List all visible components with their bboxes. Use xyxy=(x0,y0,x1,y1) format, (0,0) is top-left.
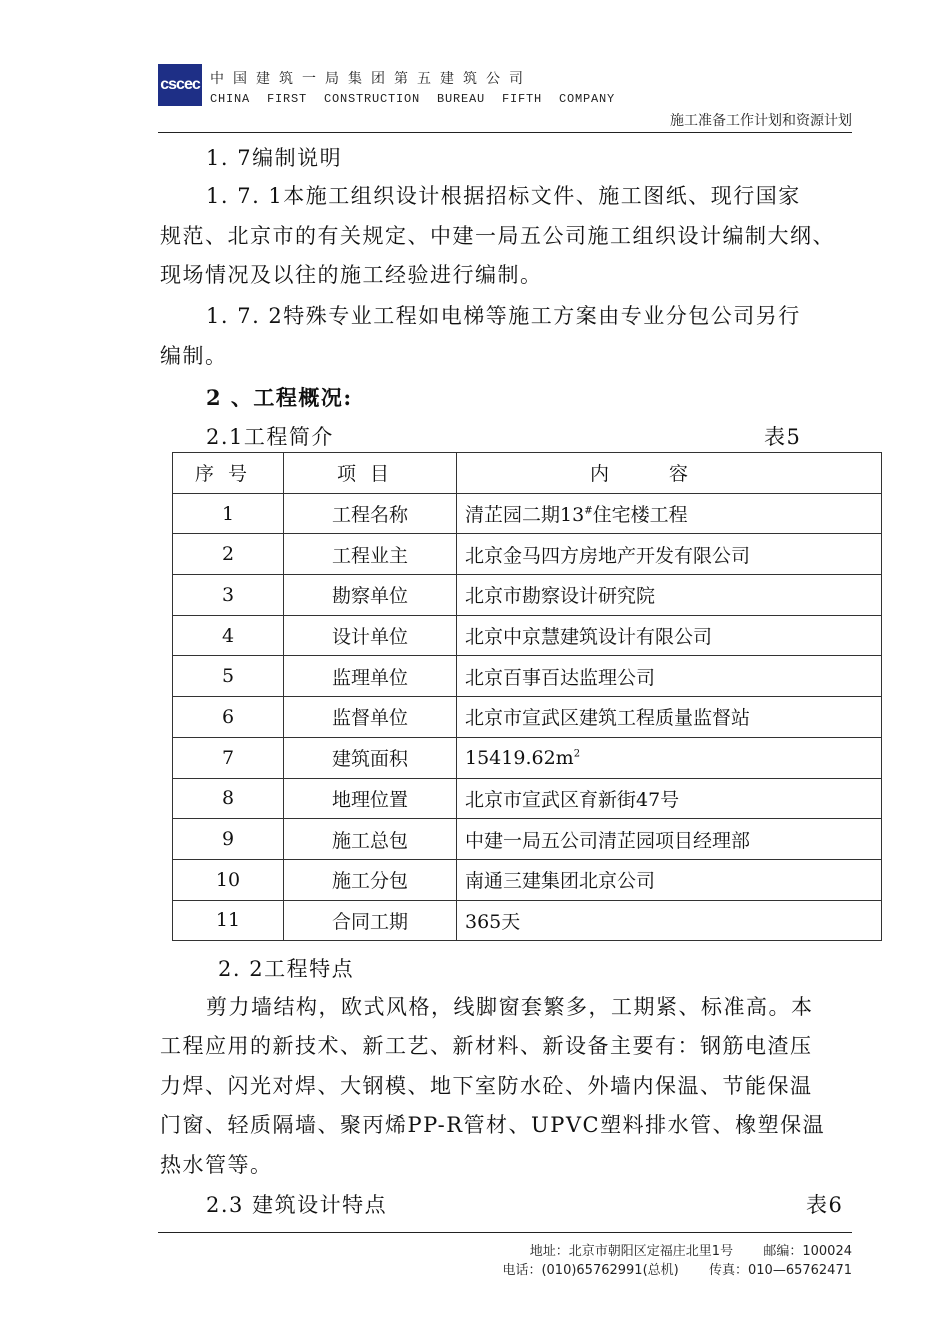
table-row xyxy=(173,697,882,738)
table-row xyxy=(173,534,882,575)
paragraph-line: 剪力墙结构，欧式风格，线脚窗套繁多，工期紧、标准高。本 xyxy=(206,995,814,1019)
row-number: 11 xyxy=(173,900,284,941)
header-divider xyxy=(158,132,852,133)
table-row xyxy=(173,493,882,534)
paragraph-line: 1. 7. 1本施工组织设计根据招标文件、施工图纸、现行国家 xyxy=(206,184,801,208)
row-number: 7 xyxy=(173,737,284,778)
table-row xyxy=(173,575,882,616)
table-row xyxy=(173,778,882,819)
row-content: $15419.62m^2$ xyxy=(457,737,882,778)
paragraph-line: 现场情况及以往的施工经验进行编制。 xyxy=(160,263,543,287)
company-name-cn: 中国建筑一局集团第五建筑公司 xyxy=(210,71,532,87)
header-cell: 项目 xyxy=(284,453,457,494)
row-content: 北京市勘察设计研究院 xyxy=(457,575,882,616)
row-item: 监督单位 xyxy=(284,697,457,738)
row-content: 中建一局五公司清芷园项目经理部 xyxy=(457,819,882,860)
row-item: 施工分包 xyxy=(284,859,457,900)
document-title: 施工准备工作计划和资源计划 xyxy=(670,113,852,129)
footer-address-line xyxy=(530,1240,852,1259)
footer-address: 地址：北京市朝阳区定福庄北里1号 xyxy=(529,1244,734,1259)
footer-fax: 传真：010—65762471 xyxy=(709,1263,852,1278)
row-item: 勘察单位 xyxy=(284,575,457,616)
row-number: 2 xyxy=(173,534,284,575)
row-number: 9 xyxy=(173,819,284,860)
row-number: 1 xyxy=(173,493,284,534)
table-row xyxy=(173,737,882,778)
section-1-7-heading: 1. 7编制说明 xyxy=(206,146,343,170)
row-item: 建筑面积 xyxy=(284,737,457,778)
row-content: 清芷园二期13#住宅楼工程 xyxy=(457,493,882,534)
row-content: 南通三建集团北京公司 xyxy=(457,859,882,900)
paragraph-line: 工程应用的新技术、新工艺、新材料、新设备主要有：钢筋电渣压 xyxy=(160,1034,813,1058)
row-number: 8 xyxy=(173,778,284,819)
company-name-en: CHINA FIRST CONSTRUCTION BUREAU FIFTH COMPANY xyxy=(210,92,616,106)
row-item: 工程业主 xyxy=(284,534,457,575)
row-content: 365天 xyxy=(457,900,882,941)
row-content: 北京中京慧建筑设计有限公司 xyxy=(457,615,882,656)
table-row xyxy=(173,819,882,860)
section-2-2-heading: 2. 2工程特点 xyxy=(218,957,355,981)
row-number: 3 xyxy=(173,575,284,616)
paragraph-line: 力焊、闪光对焊、大钢模、地下室防水砼、外墙内保温、节能保温 xyxy=(160,1074,813,1098)
project-info-table xyxy=(172,452,882,941)
table-row xyxy=(173,615,882,656)
paragraph-line: 1. 7. 2特殊专业工程如电梯等施工方案由专业分包公司另行 xyxy=(206,304,801,328)
footer-divider xyxy=(158,1232,852,1233)
section-2-heading: 2 、工程概况: xyxy=(206,385,353,410)
row-number: 5 xyxy=(173,656,284,697)
row-item: 设计单位 xyxy=(284,615,457,656)
paragraph-line: 门窗、轻质隔墙、聚丙烯PP-R管材、UPVC塑料排水管、橡塑保温 xyxy=(160,1113,826,1137)
table-6-label: 表6 xyxy=(806,1193,844,1217)
row-item: 施工总包 xyxy=(284,819,457,860)
section-2-3-heading: 2.3 建筑设计特点 xyxy=(206,1193,388,1217)
table-row xyxy=(173,656,882,697)
row-item: 工程名称 xyxy=(284,493,457,534)
table-header-row xyxy=(173,453,882,494)
row-number: 4 xyxy=(173,615,284,656)
row-content: 北京金马四方房地产开发有限公司 xyxy=(457,534,882,575)
row-number: 6 xyxy=(173,697,284,738)
paragraph-line: 规范、北京市的有关规定、中建一局五公司施工组织设计编制大纲、 xyxy=(160,224,835,248)
row-item: 监理单位 xyxy=(284,656,457,697)
footer-contact-line xyxy=(502,1259,852,1278)
row-content: 北京市宣武区建筑工程质量监督站 xyxy=(457,697,882,738)
footer-postcode: 邮编：100024 xyxy=(763,1244,852,1259)
row-content: 北京市宣武区育新街47号 xyxy=(457,778,882,819)
footer-phone: 电话：(010)65762991(总机) xyxy=(502,1263,679,1278)
table-5-label: 表5 xyxy=(764,425,802,449)
row-number: 10 xyxy=(173,859,284,900)
paragraph-line: 热水管等。 xyxy=(160,1153,273,1177)
table-row xyxy=(173,900,882,941)
section-2-1-heading: 2.1工程简介 xyxy=(206,425,334,449)
header-cell: 内容 xyxy=(457,453,882,494)
company-logo xyxy=(158,64,202,106)
row-content: 北京百事百达监理公司 xyxy=(457,656,882,697)
logo-text: cscec xyxy=(160,76,200,93)
paragraph-line: 编制。 xyxy=(160,344,228,368)
row-item: 合同工期 xyxy=(284,900,457,941)
row-item: 地理位置 xyxy=(284,778,457,819)
table-row xyxy=(173,859,882,900)
header-cell: 序号 xyxy=(173,453,284,494)
